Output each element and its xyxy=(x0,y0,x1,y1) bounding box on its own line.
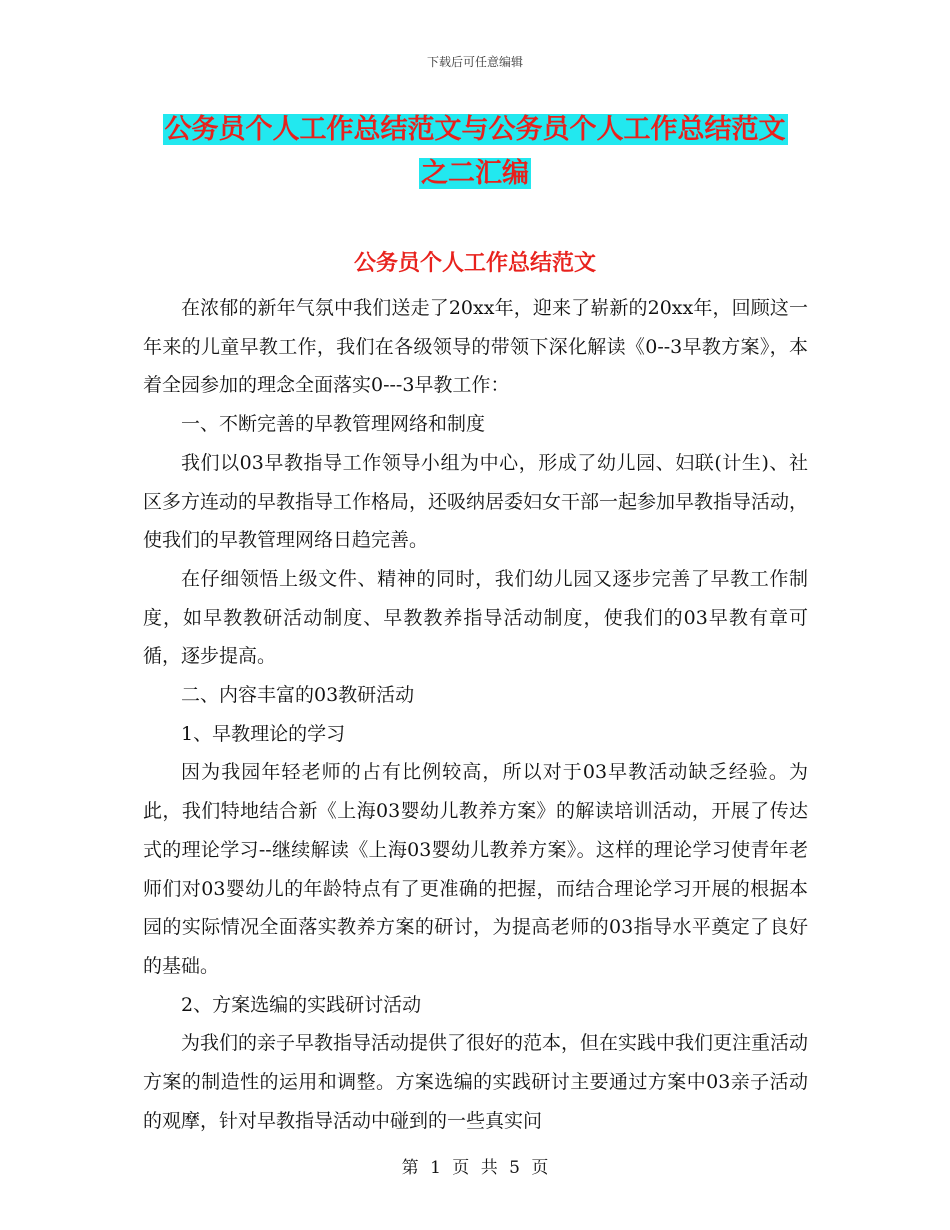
section-title: 公务员个人工作总结范文 xyxy=(353,251,596,276)
paragraph: 为我们的亲子早教指导活动提供了很好的范本，但在实践中我们更注重活动方案的制造性的运用和调整。方案选编的实践研讨主要通过方案中03亲子活动的观摩，针对早教指导活动中碰到的一些真实问 xyxy=(143,1032,809,1132)
subheading-2: 2、方案选编的实践研讨活动 xyxy=(181,993,422,1016)
paragraph: 我们以03早教指导工作领导小组为中心，形成了幼儿园、妇联(计生)、社区多方连动的早教指导工作格局，还吸纳居委妇女干部一起参加早教指导活动，使我们的早教管理网络日趋完善。 xyxy=(143,451,809,552)
document-title xyxy=(0,108,950,196)
heading-1: 一、不断完善的早教管理网络和制度 xyxy=(181,413,486,436)
heading-2: 二、内容丰富的03教研活动 xyxy=(181,684,415,707)
paragraph: 在仔细领悟上级文件、精神的同时，我们幼儿园又逐步完善了早教工作制度，如早教教研活动制度、早教教养指导活动制度，使我们的03早教有章可循，逐步提高。 xyxy=(143,567,808,668)
page-header-note: 下载后可任意编辑 xyxy=(426,55,523,69)
page-number: 第 1 页 共 5 页 xyxy=(401,1158,549,1178)
paragraph: 在浓郁的新年气氛中我们送走了20xx年，迎来了崭新的20xx年，回顾这一年来的儿童早教工作，我们在各级领导的带领下深化解读《0--3早教方案》，本着全园参加的理念全面落实0---3早教工作： xyxy=(143,297,808,397)
document-body xyxy=(143,289,808,1140)
paragraph: 因为我园年轻老师的占有比例较高，所以对于03早教活动缺乏经验。为此，我们特地结合新《上海03婴幼儿教养方案》的解读培训活动，开展了传达式的理论学习--继续解读《上海03婴幼儿教养方案》。这样的理论学习使青年老师们对03婴幼儿的年龄特点有了更准确的把握，而结合理论学习开展的根据本园的实际情况全面落实教养方案的研讨，为提高老师的03指导水平奠定了良好的基础。 xyxy=(143,761,808,977)
document-title-line-2: 之二汇编 xyxy=(421,158,529,189)
subheading-1: 1、早教理论的学习 xyxy=(181,722,346,745)
document-title-line-1: 公务员个人工作总结范文与公务员个人工作总结范文 xyxy=(164,114,786,145)
